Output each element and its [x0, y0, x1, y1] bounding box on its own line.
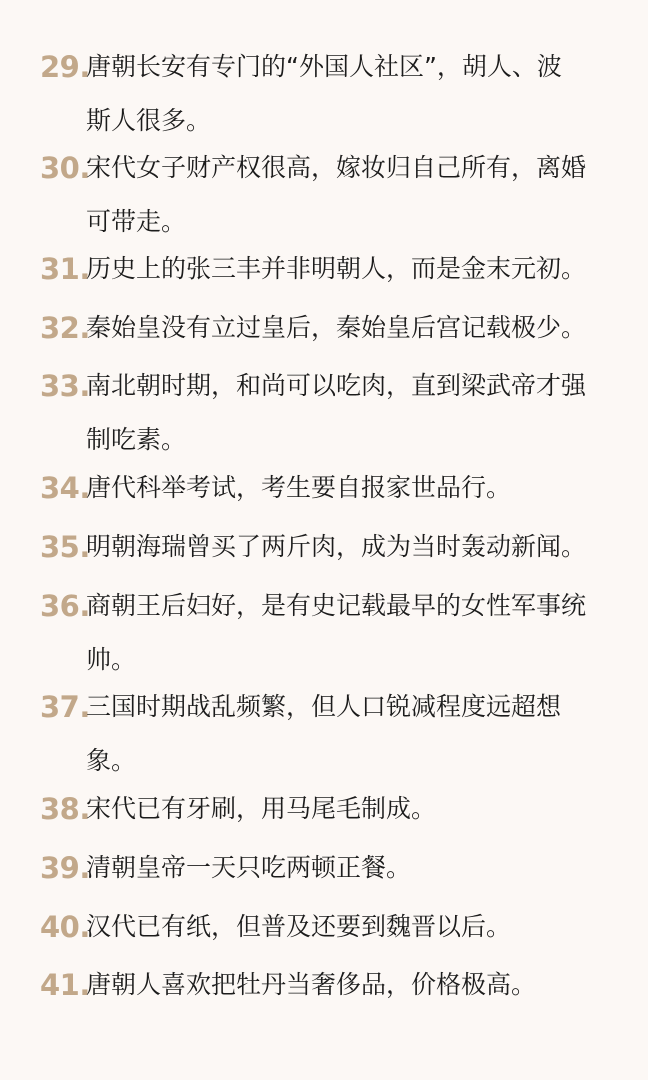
fact-number: 39.: [40, 851, 90, 885]
fact-text: [86, 308, 616, 348]
fact-text: [86, 965, 616, 1005]
fact-text-line: 三国时期战乱频繁，但人口锐减程度远超想: [86, 692, 562, 721]
fact-number: 35.: [40, 530, 90, 564]
fact-text-line: 南北朝时期，和尚可以吃肉，直到梁武帝才强: [86, 371, 587, 400]
fact-text-line: 明朝海瑞曾买了两斤肉，成为当时轰动新闻。: [86, 532, 587, 561]
fact-number: 30.: [40, 151, 90, 185]
fact-number: 34.: [40, 471, 90, 505]
fact-text-line: 商朝王后妇好，是有史记载最早的女性军事统: [86, 591, 587, 620]
fact-text: [86, 249, 616, 289]
fact-number: 31.: [40, 252, 90, 286]
fact-text-line: 唐朝人喜欢把牡丹当奢侈品，价格极高。: [86, 970, 537, 999]
fact-text: [86, 848, 616, 888]
fact-text: [86, 148, 616, 242]
fact-text-line: 唐朝长安有专门的“外国人社区”，胡人、波: [86, 52, 562, 81]
fact-number: 33.: [40, 369, 90, 403]
fact-text: [86, 907, 616, 947]
fact-number: 37.: [40, 690, 90, 724]
fact-text: [86, 366, 616, 460]
fact-text-line: 历史上的张三丰并非明朝人，而是金末元初。: [86, 254, 587, 283]
fact-text-line: 汉代已有纸，但普及还要到魏晋以后。: [86, 912, 512, 941]
fact-text-line: 斯人很多。: [86, 106, 212, 135]
fact-number: 41.: [40, 968, 90, 1002]
fact-text: [86, 527, 616, 567]
fact-text-line: 秦始皇没有立过皇后，秦始皇后宫记载极少。: [86, 313, 587, 342]
fact-text-line: 宋代女子财产权很高，嫁妆归自己所有，离婚: [86, 153, 587, 182]
fact-text-line: 宋代已有牙刷，用马尾毛制成。: [86, 794, 437, 823]
fact-text-line: 可带走。: [86, 207, 187, 236]
fact-text: [86, 586, 616, 680]
fact-text-line: 象。: [86, 746, 137, 775]
fact-number: 40.: [40, 910, 90, 944]
fact-text: [86, 789, 616, 829]
fact-text-line: 帅。: [86, 645, 137, 674]
fact-text: [86, 687, 616, 781]
fact-text: [86, 468, 616, 508]
fact-text-line: 清朝皇帝一天只吃两顿正餐。: [86, 853, 412, 882]
fact-number: 29.: [40, 50, 90, 84]
fact-number: 36.: [40, 589, 90, 623]
fact-text-line: 唐代科举考试，考生要自报家世品行。: [86, 473, 512, 502]
fact-number: 32.: [40, 311, 90, 345]
fact-number: 38.: [40, 792, 90, 826]
fact-text-line: 制吃素。: [86, 425, 187, 454]
fact-text: [86, 47, 616, 141]
